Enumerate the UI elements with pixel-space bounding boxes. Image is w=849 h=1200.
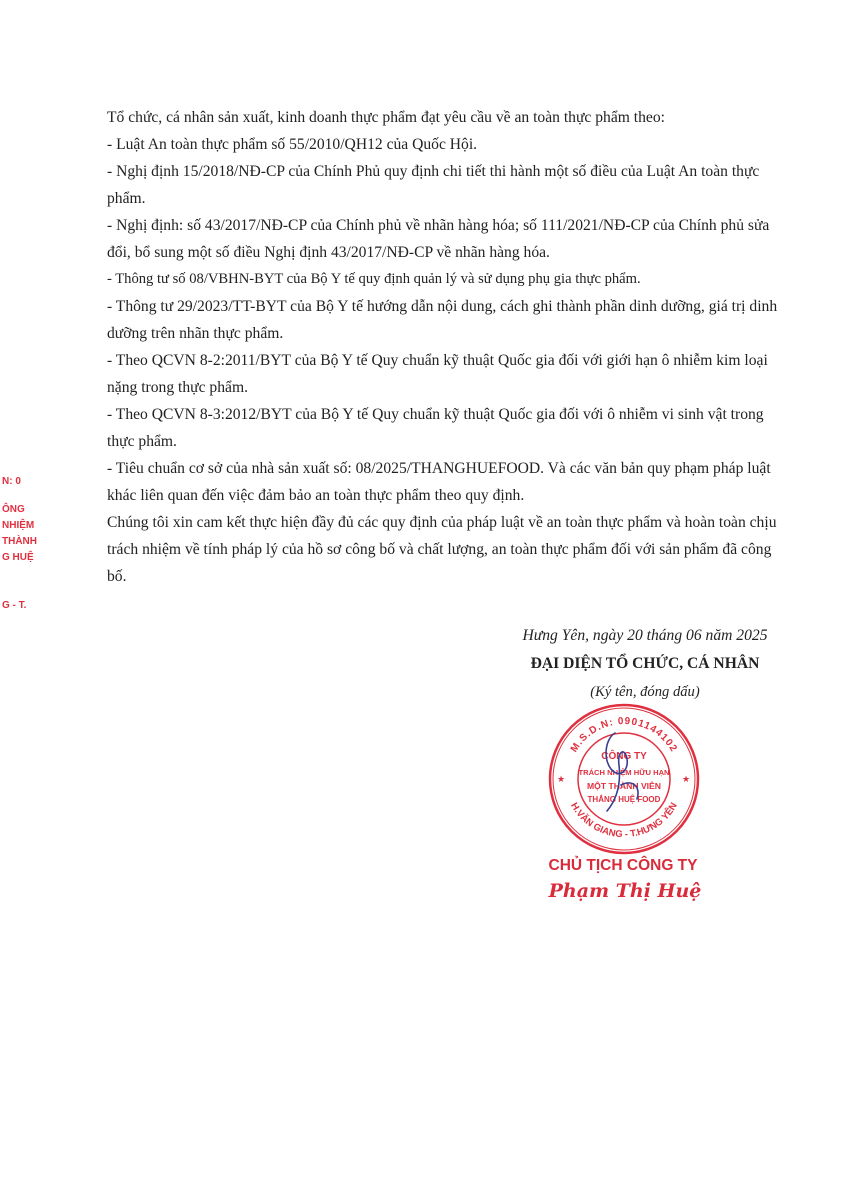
- seal-line-1: CÔNG TY: [601, 751, 647, 762]
- edge-stamp-text: NHIỆM: [2, 520, 35, 531]
- edge-stamp-text: G HUỆ: [2, 552, 34, 563]
- place-date: Hưng Yên, ngày 20 tháng 06 năm 2025: [522, 627, 768, 644]
- signer-name: Phạm Thị Huệ: [548, 880, 702, 902]
- standard-item: - Theo QCVN 8-3:2012/BYT của Bộ Y tế Quy chuẩn kỹ thuật Quốc gia đối với ô nhiễm vi sinh vật trong thực phẩm.: [107, 406, 764, 450]
- standard-item: - Theo QCVN 8-2:2011/BYT của Bộ Y tế Quy chuẩn kỹ thuật Quốc gia đối với giới hạn ô nhiễm kim loại nặng trong thực phẩm.: [107, 352, 768, 396]
- law-item: - Luật An toàn thực phẩm số 55/2010/QH12 của Quốc Hội.: [107, 136, 478, 153]
- document-body: [107, 104, 787, 590]
- representative-title: ĐẠI DIỆN TỔ CHỨC, CÁ NHÂN: [530, 655, 760, 672]
- seal-ring-bottom: H.VĂN GIANG - T.HƯNG YÊN: [568, 800, 680, 841]
- decree-item: - Nghị định: số 43/2017/NĐ-CP của Chính phủ về nhãn hàng hóa; số 111/2021/NĐ-CP của Chính phủ sửa đổi, bổ sung một số điều Nghị định 43/2017/NĐ-CP về nhãn hàng hóa.: [107, 217, 770, 261]
- star-icon: ★: [682, 775, 691, 785]
- edge-stamp-text: ÔNG: [2, 504, 25, 515]
- edge-stamp-fragment: [0, 466, 40, 626]
- commitment-paragraph: Chúng tôi xin cam kết thực hiện đầy đủ các quy định của pháp luật về an toàn thực phẩm và hoàn toàn chịu trách nhiệm về tính pháp lý của hồ sơ công bố và chất lượng, an toàn thực phẩm đối với sản phẩm đã công bố.: [107, 514, 777, 585]
- edge-stamp-text: N: 0: [2, 476, 21, 487]
- sign-hint: (Ký tên, đóng dấu): [590, 684, 700, 700]
- seal-line-4: THẮNG HUỆ FOOD: [587, 795, 661, 804]
- seal-line-2: TRÁCH NHIỆM HỮU HẠN: [578, 768, 670, 777]
- edge-stamp-text: THÀNH: [2, 536, 37, 547]
- standard-item: - Tiêu chuẩn cơ sở của nhà sản xuất số: 08/2025/THANGHUEFOOD. Và các văn bản quy phạm pháp luật khác liên quan đến việc đảm bảo an toàn thực phẩm theo quy định.: [107, 460, 771, 504]
- circular-item: - Thông tư 29/2023/TT-BYT của Bộ Y tế hướng dẫn nội dung, cách ghi thành phần dinh dưỡng, giá trị dinh dưỡng trên nhãn thực phẩm.: [107, 298, 778, 342]
- signature-scribble: [577, 725, 657, 820]
- seal-line-3: MỘT THÀNH VIÊN: [587, 781, 661, 791]
- seal-ring-top: M.S.D.N: 0901144102: [568, 715, 680, 755]
- star-icon: ★: [557, 775, 566, 785]
- edge-stamp-text: G - T.: [2, 600, 27, 611]
- decree-item: - Nghị định 15/2018/NĐ-CP của Chính Phủ quy định chi tiết thi hành một số điều của Luật An toàn thực phẩm.: [107, 163, 760, 207]
- intro-paragraph: Tổ chức, cá nhân sản xuất, kinh doanh thực phẩm đạt yêu cầu về an toàn thực phẩm theo:: [107, 109, 665, 126]
- signer-position: CHỦ TỊCH CÔNG TY: [548, 857, 698, 874]
- circular-item: - Thông tư số 08/VBHN-BYT của Bộ Y tế quy định quản lý và sử dụng phụ gia thực phẩm.: [107, 271, 641, 287]
- signature-block: [455, 622, 835, 705]
